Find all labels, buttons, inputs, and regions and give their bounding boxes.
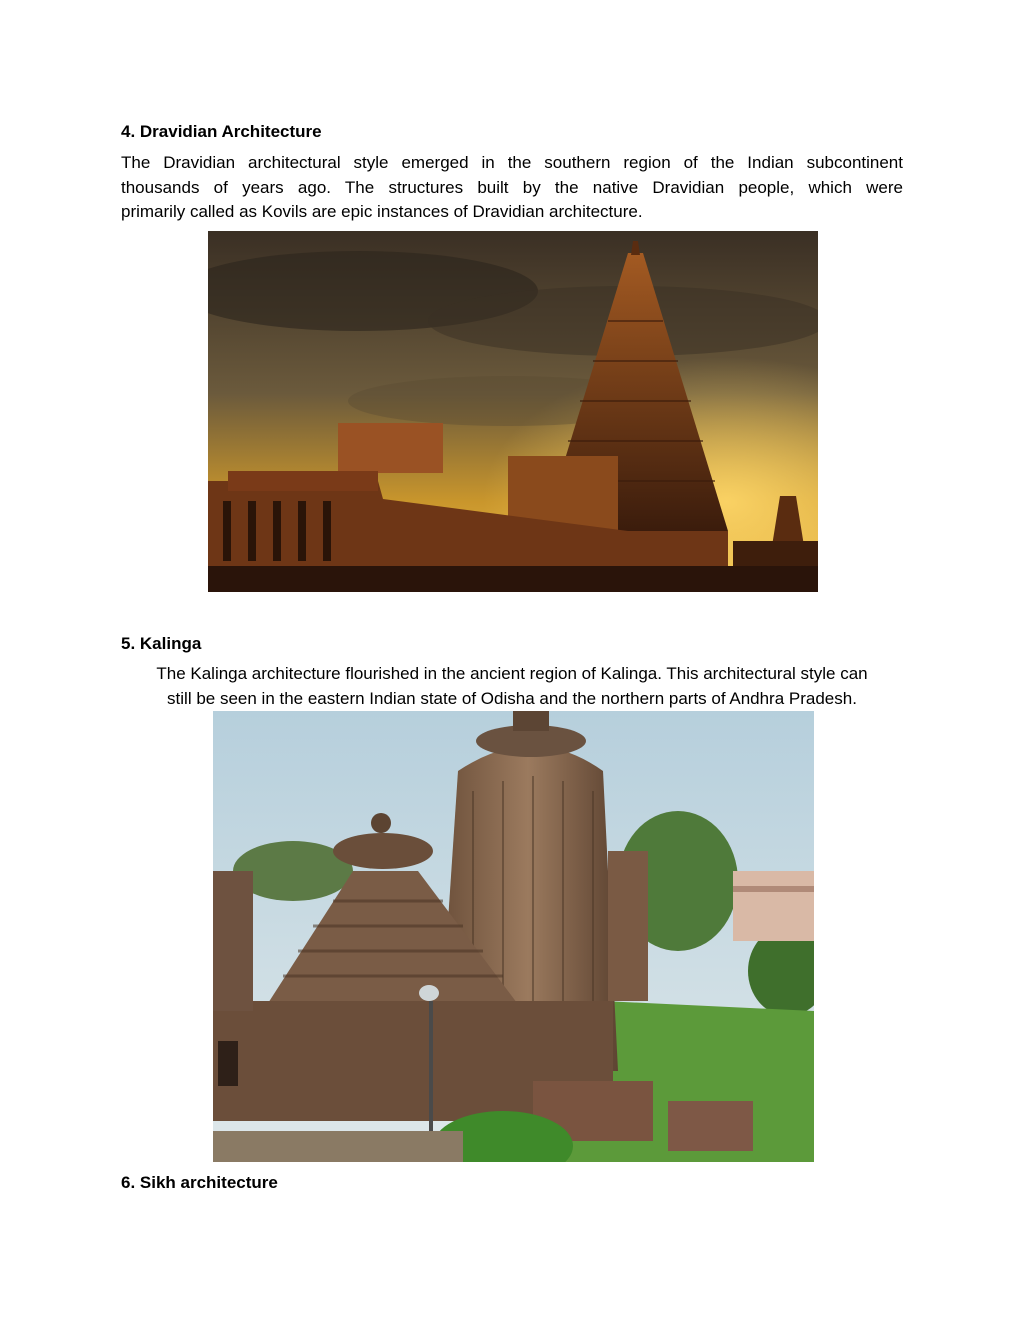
body-line: primarily called as Kovils are epic instances of Dravidian architecture. <box>121 202 643 221</box>
section-heading-kalinga: 5. Kalinga <box>121 634 202 653</box>
body-line: The Dravidian architectural style emerged in the southern region of the Indian subcontinent <box>121 153 903 172</box>
section-body-kalinga <box>112 662 912 711</box>
section-heading-dravidian: 4. Dravidian Architecture <box>121 122 322 141</box>
kalinga-temple-photo <box>213 711 814 1162</box>
body-line: The Kalinga architecture flourished in the ancient region of Kalinga. This architectural style can <box>156 664 868 683</box>
body-line: still be seen in the eastern Indian state of Odisha and the northern parts of Andhra Pradesh. <box>167 688 857 708</box>
section-body-dravidian <box>121 151 903 225</box>
dravidian-temple-photo <box>208 231 818 592</box>
body-line: thousands of years ago. The structures built by the native Dravidian people, which were <box>121 177 903 197</box>
section-heading-sikh: 6. Sikh architecture <box>121 1173 278 1192</box>
